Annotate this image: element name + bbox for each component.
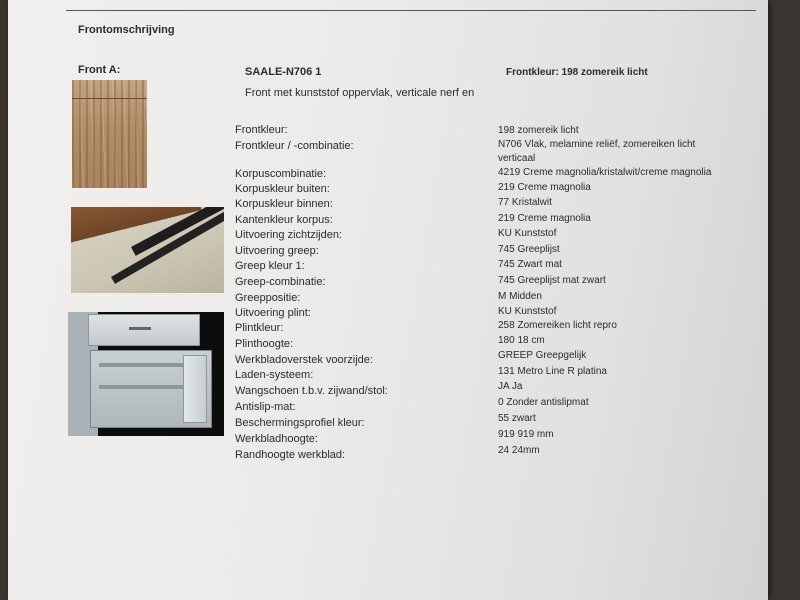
spec-label: Antislip-mat: bbox=[235, 401, 296, 413]
spec-label: Werkbladhoogte: bbox=[235, 433, 318, 445]
spec-label: Uitvoering zichtzijden: bbox=[235, 229, 342, 241]
front-color-heading: Frontkleur: 198 zomereik licht bbox=[506, 67, 648, 78]
top-rule bbox=[66, 10, 756, 11]
spec-value: 745 Greeplijst bbox=[498, 244, 560, 255]
spec-value: 77 Kristalwit bbox=[498, 197, 552, 208]
spec-label: Korpuskleur buiten: bbox=[235, 183, 330, 195]
spec-value: 55 zwart bbox=[498, 413, 536, 424]
spec-value: 24 24mm bbox=[498, 445, 540, 456]
spec-label: Uitvoering plint: bbox=[235, 307, 311, 319]
spec-value: 198 zomereik licht bbox=[498, 125, 579, 136]
spec-value: 4219 Creme magnolia/kristalwit/creme magnolia bbox=[498, 167, 712, 178]
spec-label: Greep kleur 1: bbox=[235, 260, 305, 272]
model-code: SAALE-N706 1 bbox=[245, 66, 322, 78]
spec-label: Greeppositie: bbox=[235, 292, 301, 304]
drawer-front bbox=[183, 355, 207, 423]
wood-sample-photo bbox=[72, 80, 147, 188]
top-drawer bbox=[88, 314, 200, 346]
spec-label: Frontkleur / -combinatie: bbox=[235, 140, 354, 152]
spec-label: Randhoogte werkblad: bbox=[235, 449, 346, 461]
spec-value: 745 Greeplijst mat zwart bbox=[498, 275, 606, 286]
spec-label: Uitvoering greep: bbox=[235, 245, 319, 257]
spec-label: Greep-combinatie: bbox=[235, 276, 326, 288]
spec-value: 919 919 mm bbox=[498, 429, 554, 440]
document-title: Frontomschrijving bbox=[78, 24, 175, 36]
spec-label: Beschermingsprofiel kleur: bbox=[235, 417, 365, 429]
spec-value: GREEP Greepgelijk bbox=[498, 350, 587, 361]
spec-value: 131 Metro Line R platina bbox=[498, 366, 607, 377]
spec-label: Kantenkleur korpus: bbox=[235, 214, 333, 226]
spec-value: 0 Zonder antislipmat bbox=[498, 397, 589, 408]
spec-value-continued: verticaal bbox=[498, 153, 536, 164]
spec-label: Frontkleur: bbox=[235, 124, 288, 136]
front-label: Front A: bbox=[78, 64, 121, 76]
spec-label: Korpuskleur binnen: bbox=[235, 198, 333, 210]
handle-rail-photo bbox=[71, 207, 224, 293]
spec-value: N706 Vlak, melamine reliëf, zomereiken licht bbox=[498, 139, 696, 150]
spec-label: Wangschoen t.b.v. zijwand/stol: bbox=[235, 385, 388, 397]
spec-value: 180 18 cm bbox=[498, 335, 545, 346]
spec-value: 745 Zwart mat bbox=[498, 259, 562, 270]
drawer-handle bbox=[129, 327, 151, 330]
spec-label: Korpuscombinatie: bbox=[235, 168, 327, 180]
front-description: Front met kunststof oppervlak, verticale nerf en bbox=[245, 87, 475, 99]
spec-label: Werkbladoverstek voorzijde: bbox=[235, 354, 373, 366]
open-drawer bbox=[90, 350, 212, 428]
spec-label: Plintkleur: bbox=[235, 322, 284, 334]
spec-value: M Midden bbox=[498, 291, 542, 302]
spec-value: 258 Zomereiken licht repro bbox=[498, 320, 617, 331]
panel-joint bbox=[72, 98, 147, 99]
spec-label: Laden-systeem: bbox=[235, 369, 314, 381]
drawer-photo bbox=[68, 312, 224, 436]
document-page bbox=[8, 0, 768, 600]
spec-label: Plinthoogte: bbox=[235, 338, 294, 350]
spec-value: JA Ja bbox=[498, 381, 523, 392]
spec-value: KU Kunststof bbox=[498, 306, 557, 317]
spec-value: 219 Creme magnolia bbox=[498, 213, 591, 224]
spec-value: 219 Creme magnolia bbox=[498, 182, 591, 193]
spec-value: KU Kunststof bbox=[498, 228, 557, 239]
